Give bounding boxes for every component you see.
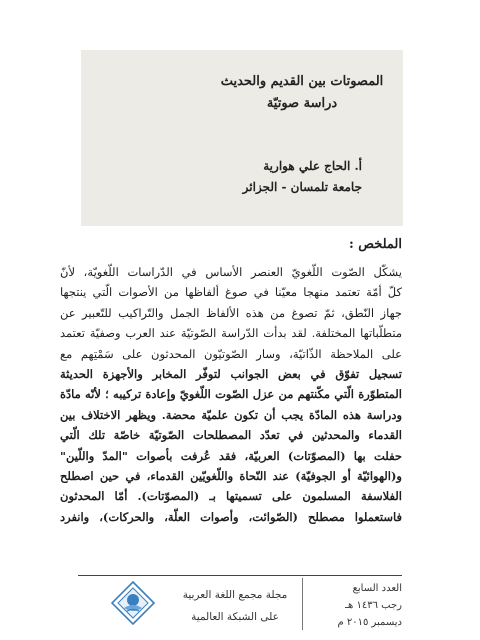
abstract-heading: الملخص : xyxy=(348,237,402,252)
abstract-line: و(الهوائيّة أو الجوفيّة) عند النّحاة واللّغويّين القدماء، في حين اصطلح xyxy=(60,469,402,484)
abstract-line: القدماء والمحدثين في تعدّد المصطلحات الصّوتيّة خاصّة تلك الّتي xyxy=(60,428,402,443)
abstract-line: فاستعملوا مصطلح (الصّوائت، وأصوات العلّة، والحركات)، وانفرد xyxy=(60,509,402,524)
issue-gregorian-date: ديسمبر ٢٠١٥ م xyxy=(337,617,402,628)
abstract-line: المتطوّرة الّتي مكّنتهم من عزل الصّوت اللّغويّ وإعادة تركيبه ؛ لأنّه مادّة xyxy=(60,387,402,402)
abstract-line: الفلاسفة المسلمون على تسميتها بـ (المصوّتات). أمّا المحدثون xyxy=(60,489,402,504)
abstract-line: كلّ أمّة تعتمد منهجا معيّنا في صوغ ألفاظها من الأصوات الّتي ينتجها xyxy=(60,285,402,300)
article-title: المصوتات بين القديم والحديث xyxy=(220,74,384,89)
footer-rule xyxy=(78,575,402,576)
abstract-line: متطلّباتها المختلفة. لقد بدأت الدّراسة الصّوتيّة عند العرب وصفيّة تعتمد xyxy=(60,326,402,341)
footer-divider xyxy=(302,578,303,630)
abstract-line: تسجيل تفوّق في بعض الجوانب لتوفّر المخابر والأجهزة الحديثة xyxy=(60,367,402,382)
author-affiliation: جامعة تلمسان - الجزائر xyxy=(242,180,362,194)
abstract-body xyxy=(60,262,402,527)
article-subtitle: دراسة صوتيّة xyxy=(266,96,338,111)
abstract-line: حفلت بها (المصوّتات) العربيّة، فقد عُرفت بأصوات "المدّ واللّين" xyxy=(60,448,402,463)
author-name: أ. الحاج علي هوارية xyxy=(263,159,362,173)
issue-info xyxy=(312,580,402,631)
journal-name xyxy=(175,584,295,628)
journal-name-line2: على الشبكة العالمية xyxy=(191,611,279,623)
abstract-line: ودراسة هذه المادّة يجب أن تكون علميّة محضة. ويظهر الاختلاف بين xyxy=(60,407,402,422)
abstract-line: على الملاحظة الذّاتيّة، وسار الصّوتيّون المحدثون على سَمْتِهم مع xyxy=(60,346,402,361)
journal-name-line1: مجلة مجمع اللغة العربية xyxy=(182,589,288,601)
journal-logo-icon xyxy=(110,580,156,626)
abstract-line: يشكّل الصّوت اللّغويّ العنصر الأساس في الدّراسات اللّغويّة، لأنّ xyxy=(60,265,402,279)
abstract-line: جهاز النّطق، ثمّ تصوغ من هذه الألفاظ الجمل والتّراكيب للتّعبير عن xyxy=(60,305,402,320)
issue-hijri-date: رجب ١٤٣٦ هـ xyxy=(345,600,402,611)
issue-number: العدد السابع xyxy=(352,583,402,594)
